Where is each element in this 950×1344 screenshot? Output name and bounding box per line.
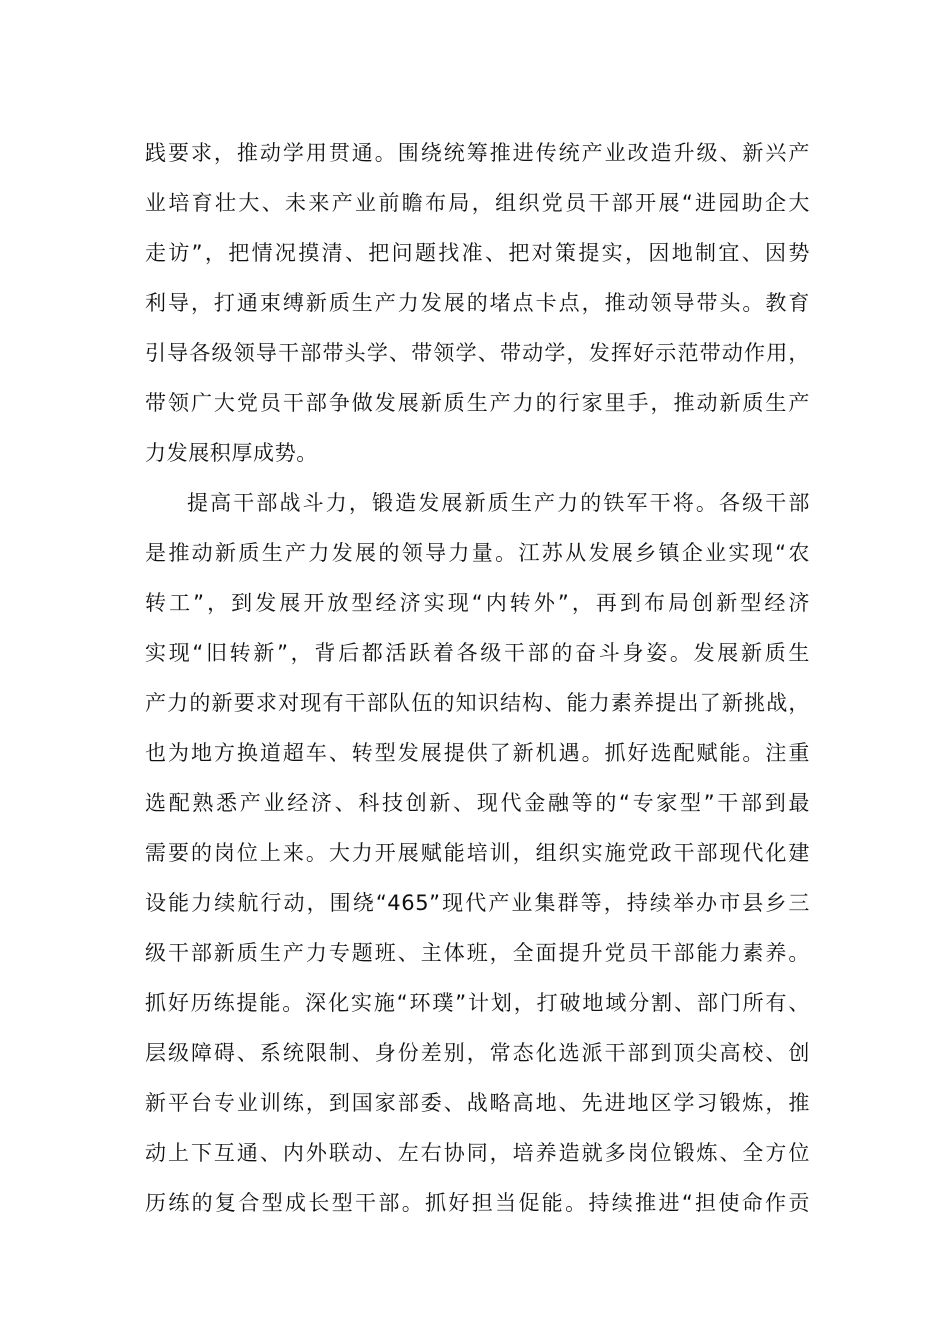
text-line: 设能力续航行动，围绕“465”现代产业集群等，持续举办市县乡三 <box>145 891 810 915</box>
paragraph-cadre-fighting-capacity <box>145 478 810 1228</box>
text-line: 级干部新质生产力专题班、主体班，全面提升党员干部能力素养。 <box>145 941 810 965</box>
text-line: 力发展积厚成势。 <box>145 441 318 465</box>
text-line: 转工”，到发展开放型经济实现“内转外”，再到布局创新型经济 <box>145 591 810 615</box>
text-line: 也为地方换道超车、转型发展提供了新机遇。抓好选配赋能。注重 <box>145 741 810 765</box>
paragraph-continued <box>145 128 810 478</box>
text-line: 是推动新质生产力发展的领导力量。江苏从发展乡镇企业实现“农 <box>145 541 810 565</box>
text-line: 历练的复合型成长型干部。抓好担当促能。持续推进“担使命作贡 <box>145 1191 810 1215</box>
body-text <box>145 128 810 1228</box>
text-line: 选配熟悉产业经济、科技创新、现代金融等的“专家型”干部到最 <box>145 791 810 815</box>
text-line: 产力的新要求对现有干部队伍的知识结构、能力素养提出了新挑战， <box>145 691 810 715</box>
text-line: 新平台专业训练，到国家部委、战略高地、先进地区学习锻炼，推 <box>145 1091 810 1115</box>
text-line: 走访”，把情况摸清、把问题找准、把对策提实，因地制宜、因势 <box>145 241 810 265</box>
text-line: 带领广大党员干部争做发展新质生产力的行家里手，推动新质生产 <box>145 391 810 415</box>
text-line: 需要的岗位上来。大力开展赋能培训，组织实施党政干部现代化建 <box>145 841 810 865</box>
text-line: 层级障碍、系统限制、身份差别，常态化选派干部到顶尖高校、创 <box>145 1041 810 1065</box>
text-line: 抓好历练提能。深化实施“环璞”计划，打破地域分割、部门所有、 <box>145 991 810 1015</box>
text-line: 业培育壮大、未来产业前瞻布局，组织党员干部开展“进园助企大 <box>145 191 810 215</box>
text-line: 提高干部战斗力，锻造发展新质生产力的铁军干将。各级干部 <box>187 491 810 515</box>
text-line: 践要求，推动学用贯通。围绕统筹推进传统产业改造升级、新兴产 <box>145 141 810 165</box>
text-line: 引导各级领导干部带头学、带领学、带动学，发挥好示范带动作用， <box>145 341 810 365</box>
text-line: 实现“旧转新”，背后都活跃着各级干部的奋斗身姿。发展新质生 <box>145 641 810 665</box>
text-line: 利导，打通束缚新质生产力发展的堵点卡点，推动领导带头。教育 <box>145 291 810 315</box>
text-line: 动上下互通、内外联动、左右协同，培养造就多岗位锻炼、全方位 <box>145 1141 810 1165</box>
